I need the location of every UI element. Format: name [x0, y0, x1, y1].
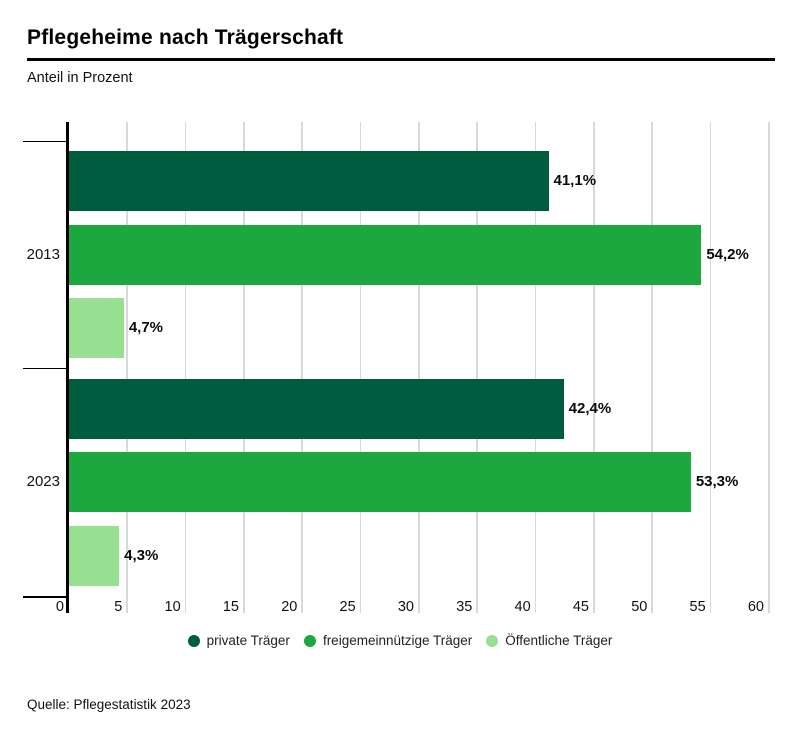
x-tick-label: 5 — [114, 599, 123, 615]
legend-dot-icon — [486, 635, 498, 647]
x-tick-label: 30 — [397, 599, 414, 615]
legend-item — [304, 633, 472, 648]
chart-subtitle: Anteil in Prozent — [27, 70, 133, 86]
x-tick-label: 10 — [164, 599, 181, 615]
legend-item — [188, 633, 290, 648]
x-tick-label: 25 — [339, 599, 356, 615]
x-tick-label: 35 — [456, 599, 473, 615]
x-tick-label: 50 — [631, 599, 648, 615]
legend-label: freigemeinnützige Träger — [322, 633, 473, 648]
category-label: 2023 — [26, 473, 60, 491]
group-tick — [23, 596, 68, 598]
gridline — [768, 122, 770, 613]
x-tick-label: 15 — [222, 599, 239, 615]
bar — [69, 225, 701, 285]
x-tick-label: 40 — [514, 599, 531, 615]
x-tick-label: 45 — [572, 599, 589, 615]
bar-value-label: 41,1% — [553, 172, 597, 189]
chart-legend — [0, 633, 800, 648]
x-tick-label: 60 — [747, 599, 764, 615]
bar — [69, 526, 119, 586]
x-tick-label: 0 — [55, 599, 64, 615]
legend-item — [486, 633, 612, 648]
group-tick — [23, 141, 68, 143]
bar — [69, 452, 691, 512]
legend-dot-icon — [188, 635, 200, 647]
group-tick — [23, 368, 68, 370]
source-note: Quelle: Pflegestatistik 2023 — [27, 697, 191, 712]
bar-value-label: 53,3% — [695, 473, 739, 490]
gridline — [710, 122, 712, 613]
bar-value-label: 54,2% — [706, 245, 749, 263]
bar-value-label: 4,7% — [128, 319, 164, 336]
x-tick-label: 55 — [689, 599, 706, 615]
bar-value-label: 4,3% — [124, 546, 159, 564]
bar — [69, 151, 549, 211]
bar — [69, 379, 564, 439]
bar — [69, 298, 124, 358]
legend-dot-icon — [304, 635, 316, 647]
page-title: Pflegeheime nach Trägerschaft — [27, 26, 344, 49]
legend-label: private Träger — [206, 633, 290, 648]
legend-label: Öffentliche Träger — [505, 633, 613, 648]
bar-value-label: 42,4% — [568, 399, 612, 417]
gridline — [651, 122, 653, 613]
x-tick-label: 20 — [281, 599, 298, 615]
category-label: 2013 — [26, 245, 60, 263]
